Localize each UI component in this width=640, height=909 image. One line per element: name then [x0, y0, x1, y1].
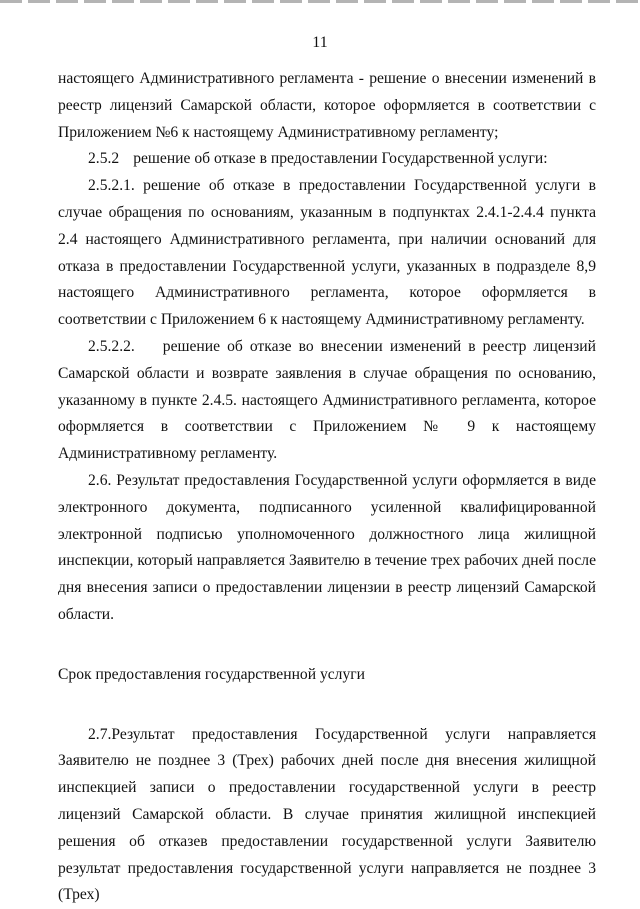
- clause-number: 2.5.2: [88, 150, 120, 168]
- clause-number: 2.5.2.2.: [88, 337, 135, 355]
- clause-text: решение об отказе во внесении изменений в реестр лицензий Самарской области и возврате заявления в случае обращения по основанию, указанному в пункте 2.4.5. настоящего Административного регламента, которое оформляется в соответствии с Приложением № 9 к настоящему Административному регламенту.: [58, 337, 596, 463]
- section-heading: Срок предоставления государственной услуги: [58, 665, 365, 683]
- paragraph-2-5-2-2: [58, 334, 596, 468]
- scan-top-edge: [0, 0, 640, 3]
- paragraph-2-6: 2.6. Результат предоставления Государственной услуги оформляется в виде электронного документа, подписанного усиленной квалифицированной электронной подписью уполномоченного должностного лица жилищной инспекции, который направляется Заявителю в течение трех рабочих дней после дня внесения записи о предоставлении лицензии в реестр лицензий Самарской области.: [58, 471, 596, 623]
- clause-text: решение об отказе в предоставлении Государственной услуги:: [133, 150, 548, 168]
- paragraph-2-5-2: [58, 146, 596, 173]
- paragraph-2-5-2-1: 2.5.2.1. решение об отказе в предоставлении Государственной услуги в случае обращения по основаниям, указанным в подпунктах 2.4.1-2.4.4 пункта 2.4 настоящего Административного регламента, при наличии оснований для отказа в предоставлении Государственной услуги, указанных в подразделе 8,9 настоящего Административного регламента, которое оформляется в соответствии с Приложением 6 к настоящему Административному регламенту.: [58, 177, 596, 329]
- paragraph-2-7: 2.7.Результат предоставления Государственной услуги направляется Заявителю не позднее 3 (Трех) рабочих дней после дня внесения жилищной инспекцией записи о предоставлении государственной услуги в реестр лицензий Самарской области. В случае принятия жилищной инспекцией решения об отказев предоставлении государственной услуги Заявителю результат предоставления государственной услуги направляется не позднее 3 (Трех): [58, 725, 596, 904]
- page-number: 11: [312, 34, 328, 51]
- paragraph-continuation: настоящего Административного регламента - решение о внесении изменений в реестр лицензий Самарской области, которое оформляется в соответствии с Приложением №6 к настоящему Административному регламенту;: [58, 70, 596, 141]
- document-body: [58, 66, 596, 909]
